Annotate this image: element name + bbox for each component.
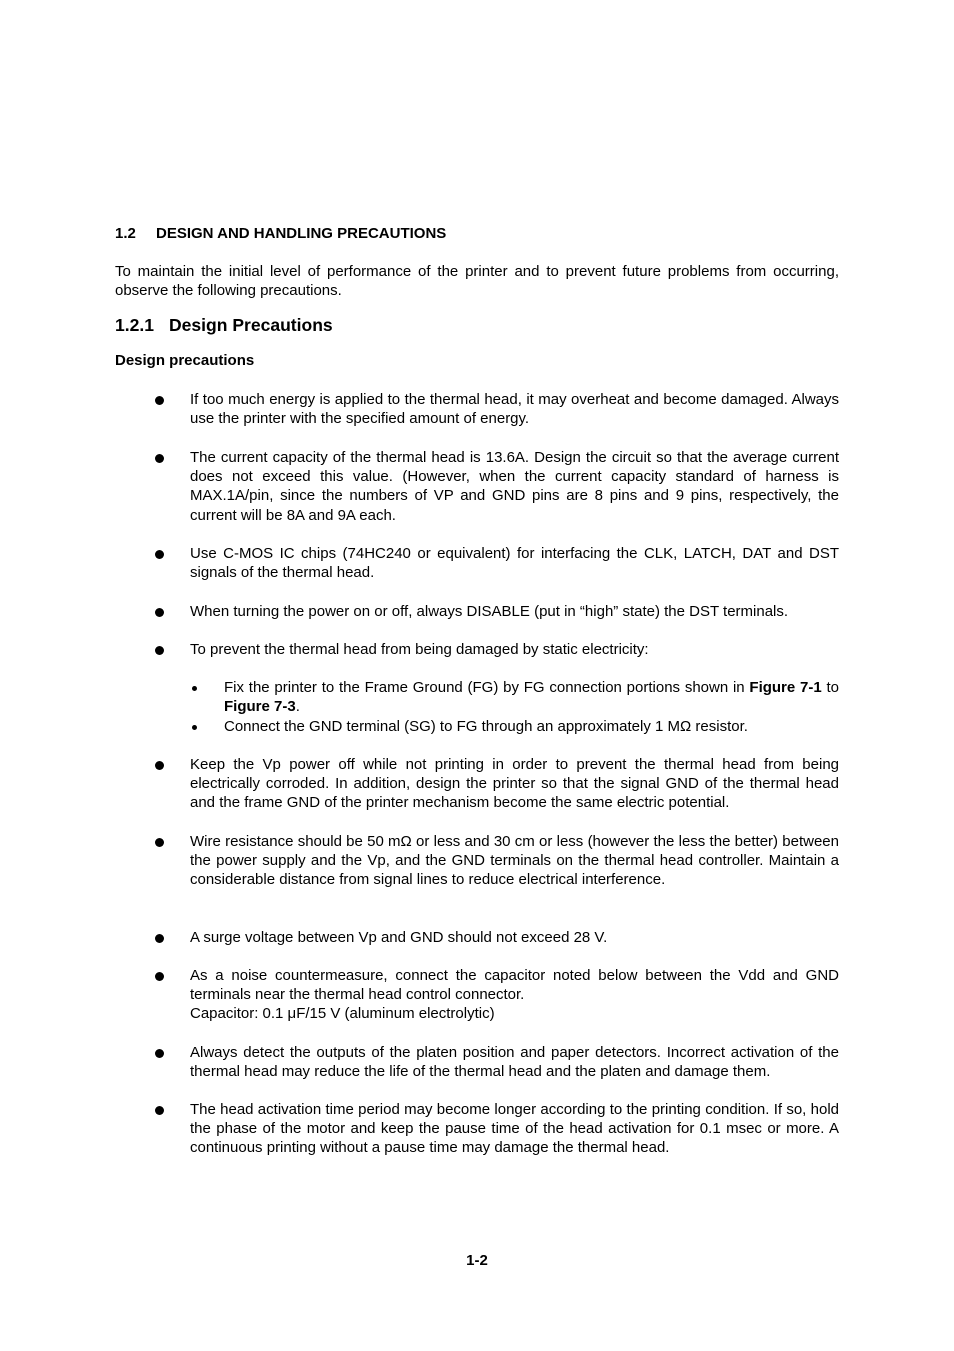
list-item-text: The current capacity of the thermal head is 13.6A. Design the circuit so that the average current does not exceed this value. (However, when the current capacity standard of harness is MAX.1A/pin, since the numbers of VP and GND pins are 8 pins and 9 pins, respectively, the current will be 8A and 9A each. — [190, 449, 839, 524]
list-item — [190, 1100, 839, 1158]
subsection-title: Design Precautions — [169, 315, 333, 335]
list-item-text: Keep the Vp power off while not printing in order to prevent the thermal head from being electrically corroded. In addition, design the printer so that the signal GND of the thermal head and the frame GND of the printer mechanism become the same electric potential. — [190, 756, 839, 812]
bullet-icon — [155, 550, 164, 559]
list-item-text: Always detect the outputs of the platen position and paper detectors. Incorrect activation of the thermal head may reduce the life of the thermal head and the platen and damage them. — [190, 1044, 839, 1081]
bullet-icon — [155, 972, 164, 981]
list-item — [190, 448, 839, 525]
bullet-icon — [155, 608, 164, 617]
list-item-text: Wire resistance should be 50 mΩ or less and 30 cm or less (however the less the better) between the power supply and the Vp, and the GND terminals on the thermal head controller. Maintain a considerable distance from signal lines to reduce electrical interference. — [190, 833, 839, 889]
list-item — [190, 928, 839, 947]
bullet-icon — [155, 1049, 164, 1058]
section-heading — [115, 224, 446, 243]
intro-paragraph: To maintain the initial level of performance of the printer and to prevent future problems from occurring, observe the following precautions. — [115, 263, 839, 300]
bullet-icon — [155, 1106, 164, 1115]
section-title: DESIGN AND HANDLING PRECAUTIONS — [156, 225, 447, 242]
sub-list-item — [224, 717, 839, 736]
sub-bullet-icon — [192, 686, 197, 691]
bullet-icon — [155, 454, 164, 463]
list-item — [190, 544, 839, 582]
list-item-text: When turning the power on or off, always DISABLE (put in “high” state) the DST terminals. — [190, 603, 789, 620]
bullet-icon — [155, 838, 164, 847]
list-item-text: The head activation time period may become longer according to the printing condition. If so, hold the phase of the motor and keep the pause time of the head activation for 0.1 msec or more. A continuous printing without a pause time may damage the thermal head. — [190, 1101, 839, 1157]
list-item — [190, 1043, 839, 1081]
sub-list-item-text: Connect the GND terminal (SG) to FG through an approximately 1 MΩ resistor. — [224, 718, 748, 735]
sub-list-item-text-pre: Fix the printer to the Frame Ground (FG) by FG connection portions shown in — [224, 679, 750, 696]
list-item-text: As a noise countermeasure, connect the capacitor noted below between the Vdd and GND terminals near the thermal head control connector. — [190, 967, 839, 1004]
list-item-text: If too much energy is applied to the thermal head, it may overheat and become damaged. Always use the printer with the specified amount of energy. — [190, 391, 839, 428]
subsection-heading — [115, 316, 333, 335]
figure-reference: Figure 7-1 — [749, 679, 822, 696]
design-precautions-label: Design precautions — [115, 352, 255, 369]
list-item — [190, 390, 839, 428]
page-number: 1-2 — [466, 1252, 488, 1269]
list-item-text: A surge voltage between Vp and GND should not exceed 28 V. — [190, 929, 608, 946]
list-item — [190, 966, 839, 1024]
list-item — [190, 832, 839, 890]
list-item — [190, 640, 839, 659]
subsection-number: 1.2.1 — [115, 315, 154, 335]
list-item-text: To prevent the thermal head from being damaged by static electricity: — [190, 641, 649, 658]
bullet-icon — [155, 761, 164, 770]
sub-bullet-icon — [192, 725, 197, 730]
list-item — [190, 755, 839, 813]
list-item — [190, 602, 839, 621]
sub-list-item-text-post: . — [295, 698, 300, 716]
sub-list-item-text-mid: to — [821, 679, 839, 696]
list-item-text: Use C-MOS IC chips (74HC240 or equivalent) for interfacing the CLK, LATCH, DAT and DST signals of the thermal head. — [190, 545, 839, 582]
section-number: 1.2 — [115, 225, 136, 242]
bullet-icon — [155, 934, 164, 943]
bullet-icon — [155, 396, 164, 405]
sub-list-item — [224, 678, 839, 716]
bullet-icon — [155, 646, 164, 655]
capacitor-spec: Capacitor: 0.1 μF/15 V (aluminum electrolytic) — [190, 1005, 495, 1023]
figure-reference: Figure 7-3 — [224, 698, 296, 716]
